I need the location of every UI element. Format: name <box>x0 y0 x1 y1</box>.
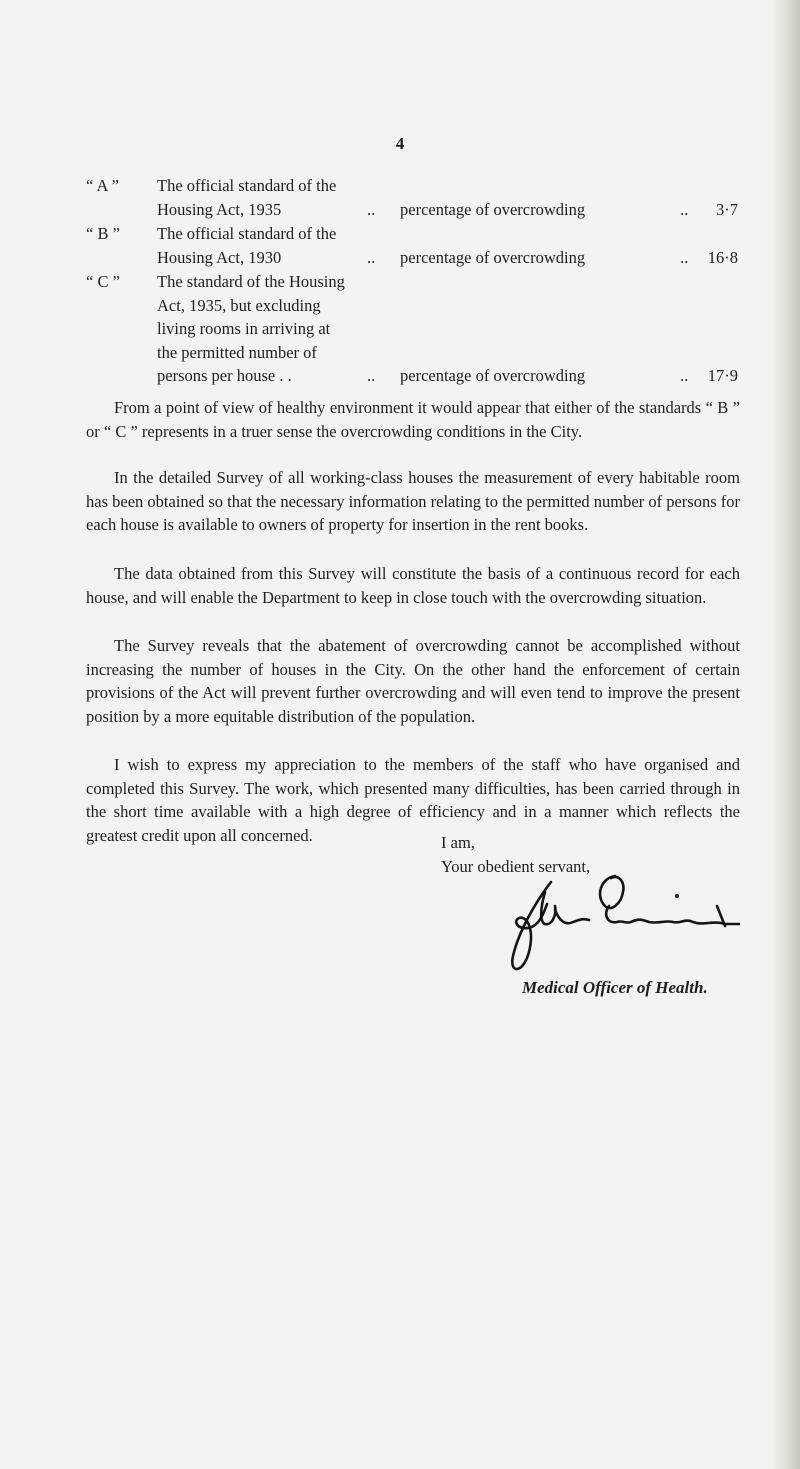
standard-description-line: The official standard of the <box>157 224 337 243</box>
standard-measure: percentage of overcrowding <box>400 247 586 267</box>
standard-value: 3·7 <box>716 199 738 219</box>
signer-title: Medical Officer of Health. <box>522 978 708 997</box>
closing-salutation: I am, <box>441 833 475 852</box>
standard-description-line: living rooms in arriving at <box>157 319 331 338</box>
standard-description-line: persons per house . . <box>157 366 292 385</box>
standard-description-line: the permitted number of <box>157 342 317 362</box>
paragraph-survey-reveals: The Survey reveals that the abatement of overcrowding cannot be accomplished without increasing the number of houses in the City. On the other hand the enforcement of certain provisions of the Act will prevent further overcrowding and will even tend to improve the present position by a more equitable distribution of the population. <box>86 636 740 726</box>
standard-value: 17·9 <box>707 366 738 385</box>
paragraph-continuous-record: The data obtained from this Survey will constitute the basis of a continuous record for each house, and will enable the Department to keep in close touch with the overcrowding situation. <box>86 564 740 607</box>
standard-description-line: Act, 1935, but excluding <box>157 295 321 315</box>
standard-measure: percentage of overcrowding <box>400 366 586 385</box>
standard-letter: “ A ” <box>86 176 119 195</box>
page-number: 4 <box>395 134 405 153</box>
leader-dots: .. <box>367 247 376 267</box>
paragraph-appreciation: I wish to express my appreciation to the members of the staff who have organised and completed this Survey. The work, which presented many difficulties, has been carried through in the short time available with a high degree of efficiency and in a manner which reflects the greatest credit upon all concerned. <box>86 755 740 845</box>
standard-description-line: Housing Act, 1930 <box>157 247 282 267</box>
standard-letter: “ B ” <box>86 224 120 243</box>
standard-letter: “ C ” <box>86 272 120 291</box>
handwritten-signature <box>493 870 763 975</box>
paragraph-standards-comparison: From a point of view of healthy environment it would appear that either of the standards “ B ” or “ C ” represents in a truer sense the overcrowding conditions in the City. <box>86 398 740 441</box>
standard-measure: percentage of overcrowding <box>400 199 586 219</box>
standard-row-a <box>0 174 800 224</box>
leader-dots: .. <box>367 366 376 385</box>
standard-row-c <box>0 270 800 390</box>
leader-dots: .. <box>680 366 689 385</box>
standard-description-line: Housing Act, 1935 <box>157 199 282 219</box>
standard-description-line: The standard of the Housing <box>157 272 345 291</box>
leader-dots: .. <box>680 199 689 219</box>
leader-dots: .. <box>680 247 689 267</box>
standard-value: 16·8 <box>707 247 738 267</box>
closing-valediction: Your obedient servant, <box>441 857 591 876</box>
leader-dots: .. <box>367 199 376 219</box>
standard-description-line: The official standard of the <box>157 176 337 195</box>
standard-row-b <box>0 222 800 272</box>
paragraph-detailed-survey: In the detailed Survey of all working-class houses the measurement of every habitable room has been obtained so that the necessary information relating to the permitted number of persons for each house is available to owners of property for insertion in the rent books. <box>86 468 740 534</box>
